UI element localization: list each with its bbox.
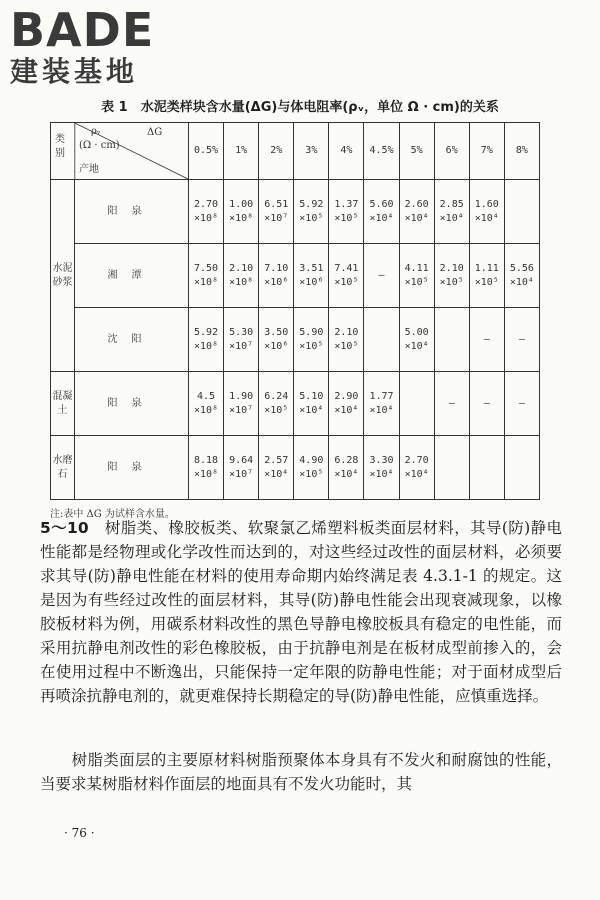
origin-cell: 湘潭 [75,244,189,308]
column-header: 6% [434,123,469,180]
origin-cell: 阳泉 [75,180,189,244]
value-cell: — [504,308,539,372]
value-cell: 7.10 ×10⁶ [259,244,294,308]
value-cell: 5.56 ×10⁴ [504,244,539,308]
value-cell: 2.57 ×10⁴ [259,436,294,500]
value-cell: 5.00 ×10⁴ [399,308,434,372]
value-cell: 7.41 ×10⁵ [329,244,364,308]
value-cell: 6.28 ×10⁴ [329,436,364,500]
logo-subtitle: 建装基地 [10,55,139,88]
origin-cell: 沈阳 [75,308,189,372]
value-cell: 5.60 ×10⁴ [364,180,399,244]
column-header: 1% [224,123,259,180]
value-cell: 1.11 ×10⁵ [469,244,504,308]
page-number: · 76 · [64,826,95,840]
value-cell: 4.90 ×10⁵ [294,436,329,500]
value-cell: — [364,244,399,308]
column-header: 3% [294,123,329,180]
value-cell: 2.10 ×10⁸ [224,244,259,308]
column-header: 4.5% [364,123,399,180]
value-cell: 3.51 ×10⁶ [294,244,329,308]
value-cell: 1.77 ×10⁴ [364,372,399,436]
value-cell [434,308,469,372]
value-cell [469,436,504,500]
value-cell [504,180,539,244]
value-cell: 5.92 ×10⁸ [189,308,224,372]
header-category: 类别 [55,134,65,159]
column-header: 4% [329,123,364,180]
column-header: 5% [399,123,434,180]
diagonal-header-cell [51,123,189,180]
value-cell [364,308,399,372]
category-cell: 水泥砂浆 [51,180,75,372]
data-table [50,122,540,500]
table-row [51,180,540,244]
value-cell: 5.10 ×10⁴ [294,372,329,436]
value-cell: 8.18 ×10⁸ [189,436,224,500]
origin-cell: 阳泉 [75,372,189,436]
value-cell [504,436,539,500]
value-cell: 2.90 ×10⁴ [329,372,364,436]
category-cell: 水磨石 [51,436,75,500]
value-cell [434,436,469,500]
value-cell: — [504,372,539,436]
section-number: 5～10 [40,519,89,537]
value-cell: 5.90 ×10⁵ [294,308,329,372]
origin-cell: 阳泉 [75,436,189,500]
value-cell: 2.70 ×10⁸ [189,180,224,244]
header-rho: ρᵥ [91,126,101,137]
table-row [51,244,540,308]
value-cell: 3.30 ×10⁴ [364,436,399,500]
value-cell: — [469,372,504,436]
paragraph-text: 树脂类、橡胶板类、软聚氯乙烯塑料板类面层材料，其导(防)静电性能都是经物理或化学改性而达到的，对这些经过改性的面层材料，必须要求其导(防)静电性能在材料的使用寿命期内始终满足表 4.3.1-1 的规定。这是因为有些经过改性的面层材料，其导(防)静电性能会出现衰减现象，以橡胶板材料为例，用碳系材料改性的黑色导静电橡胶板具有稳定的电性能，而采用抗静电剂改性的彩色橡胶板，由于抗静电剂是在板材成型前掺入的，会在使用过程中不断逸出，只能保持一定年限的防静电性能；对于面材成型后再喷涂抗静电剂的，就更难保持长期稳定的导(防)静电性能，应慎重选择。 [40,519,562,705]
value-cell: 5.92 ×10⁵ [294,180,329,244]
value-cell: 6.51 ×10⁷ [259,180,294,244]
column-header: 8% [504,123,539,180]
category-cell: 混凝土 [51,372,75,436]
header-unit: (Ω · cm) [79,140,120,151]
paragraph-text: 树脂类面层的主要原材料树脂预聚体本身具有不发火和耐腐蚀的性能，当要求某树脂材料作面层的地面具有不发火功能时，其 [40,751,562,793]
table-header-row [51,123,540,180]
value-cell: 5.30 ×10⁷ [224,308,259,372]
value-cell: 6.24 ×10⁵ [259,372,294,436]
column-header: 2% [259,123,294,180]
value-cell: 9.64 ×10⁷ [224,436,259,500]
table-row [51,308,540,372]
value-cell: 1.00 ×10⁸ [224,180,259,244]
value-cell: — [469,308,504,372]
table-caption: 表 1 水泥类样块含水量(ΔG)与体电阻率(ρᵥ，单位 Ω · cm)的关系 [101,100,499,115]
table-row [51,436,540,500]
value-cell: — [434,372,469,436]
value-cell: 1.37 ×10⁵ [329,180,364,244]
section-paragraph [40,516,562,708]
header-dg: ΔG [147,127,163,138]
column-header: 0.5% [189,123,224,180]
value-cell: 2.85 ×10⁴ [434,180,469,244]
table-row [51,372,540,436]
continued-paragraph [40,748,562,796]
value-cell: 3.50 ×10⁶ [259,308,294,372]
column-header: 7% [469,123,504,180]
value-cell: 2.60 ×10⁴ [399,180,434,244]
value-cell: 1.60 ×10⁴ [469,180,504,244]
table-note: 注:表中 ΔG 为试样含水量。 [50,509,175,520]
header-origin: 产地 [79,164,99,175]
value-cell: 2.10 ×10⁵ [434,244,469,308]
value-cell: 2.10 ×10⁵ [329,308,364,372]
value-cell: 4.5 ×10⁸ [189,372,224,436]
value-cell: 2.70 ×10⁴ [399,436,434,500]
value-cell: 1.90 ×10⁷ [224,372,259,436]
brand-logo [10,3,155,88]
value-cell [399,372,434,436]
logo-brand-text: BADE [10,3,155,57]
value-cell: 7.50 ×10⁸ [189,244,224,308]
value-cell: 4.11 ×10⁵ [399,244,434,308]
